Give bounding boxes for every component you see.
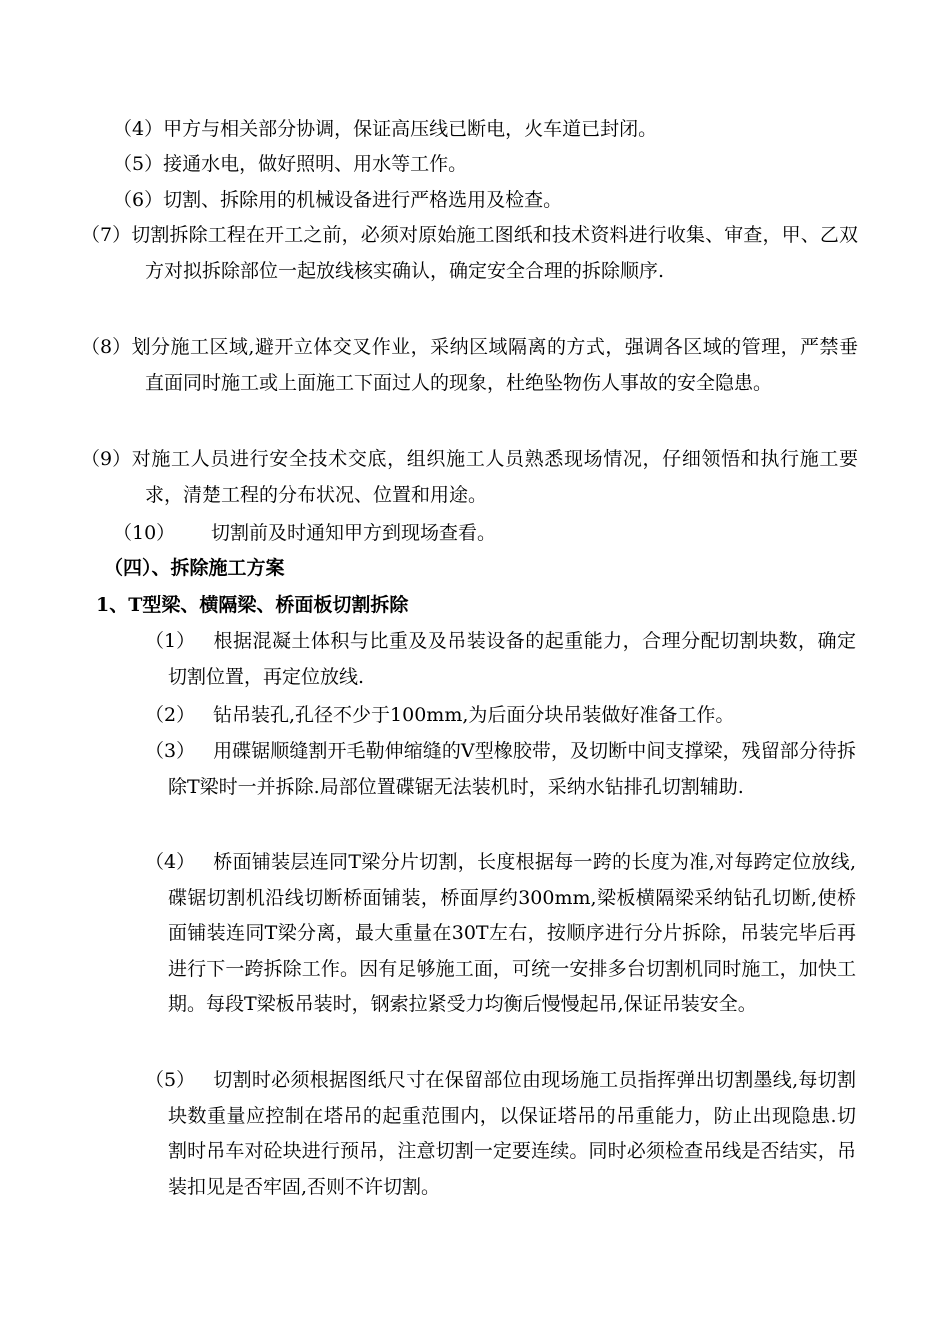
section-heading: （四）、拆除施工方案 [104,557,285,579]
sub-item-5 [145,1063,856,1205]
item-number: （10） [113,522,176,544]
list-item-4 [113,112,858,148]
list-item-5 [113,147,858,183]
item-text: 桥面铺装层连同T梁分片切割，长度根据每一跨的长度为准,对每跨定位放线,碟锯切割机沿线切断桥面铺装，桥面厚约300mm,梁板横隔梁采纳钻孔切断,使桥面铺装连同T梁分离，最大重量在30T左右，按顺序进行分片拆除，吊装完毕后再进行下一跨拆除工作。因有足够施工面，可统一安排多台切割机同时施工，加快工期。每段T梁板吊装时，钢索拉紧受力均衡后慢慢起吊,保证吊装安全。 [168,851,856,1015]
item-text: 钻吊装孔,孔径不少于100mm,为后面分块吊装做好准备工作。 [213,704,735,726]
sub-item-1 [145,624,856,695]
item-number: （4） [113,118,164,140]
list-item-6 [113,183,858,219]
subsection-heading: 1、T型梁、横隔梁、桥面板切割拆除 [96,594,409,616]
item-text: 切割、拆除用的机械设备进行严格选用及检查。 [163,189,563,211]
list-item-7 [81,218,858,289]
item-text: 用碟锯顺缝割开毛勒伸缩缝的V型橡胶带，及切断中间支撑梁，残留部分待拆除T梁时一并拆除.局部位置碟锯无法装机时，采纳水钻排孔切割辅助. [168,740,856,798]
item-text: 接通水电，做好照明、用水等工作。 [163,153,468,175]
item-text: 对施工人员进行安全技术交底，组织施工人员熟悉现场情况，仔细领悟和执行施工要求，清楚工程的分布状况、位置和用途。 [131,448,858,506]
item-number: （6） [113,189,164,211]
item-text: 划分施工区域,避开立体交叉作业，采纳区域隔离的方式，强调各区域的管理，严禁垂直面同时施工或上面施工下面过人的现象，杜绝坠物伤人事故的安全隐患。 [131,336,858,394]
sub-item-3 [145,734,856,805]
item-number: （5） [145,1069,196,1091]
item-text: 根据混凝土体积与比重及及吊装设备的起重能力，合理分配切割块数，确定切割位置，再定位放线. [168,630,856,688]
item-number: （8） [81,336,132,358]
list-item-9 [81,442,858,513]
item-text: 甲方与相关部分协调，保证高压线已断电，火车道已封闭。 [163,118,658,140]
sub-item-4 [145,845,856,1023]
item-number: （4） [145,851,196,873]
item-text: 切割前及时通知甲方到现场查看。 [211,522,497,544]
item-number: （2） [145,704,196,726]
item-number: （1） [145,630,196,652]
list-item-8 [81,330,858,401]
item-number: （3） [145,740,196,762]
item-text: 切割时必须根据图纸尺寸在保留部位由现场施工员指挥弹出切割墨线,每切割块数重量应控制在塔吊的起重范围内，以保证塔吊的吊重能力，防止出现隐患.切割时吊车对砼块进行预吊，注意切割一定要连续。同时必须检查吊线是否结实，吊装扣见是否牢固,否则不许切割。 [168,1069,856,1198]
item-number: （9） [81,448,132,470]
sub-item-2 [145,698,856,734]
item-number: （5） [113,153,164,175]
item-number: （7） [81,224,132,246]
item-text: 切割拆除工程在开工之前，必须对原始施工图纸和技术资料进行收集、审查，甲、乙双方对拟拆除部位一起放线核实确认，确定安全合理的拆除顺序. [131,224,858,282]
list-item-10 [113,516,858,552]
